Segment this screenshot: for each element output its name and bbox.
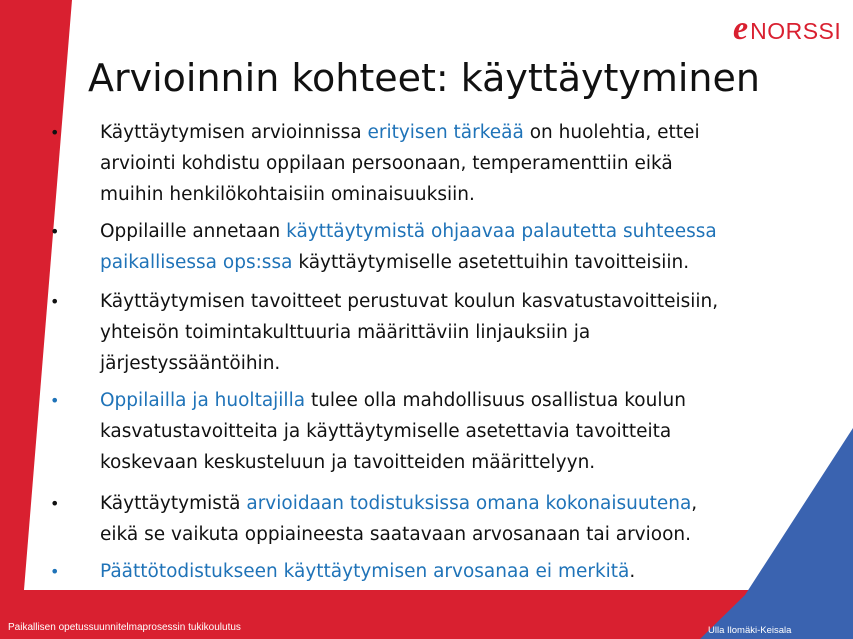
bullet-dot: •: [50, 494, 60, 513]
highlight-text: käyttäytymistä ohjaavaa palautetta suhteessa: [286, 221, 717, 242]
bullet-item: [50, 488, 810, 550]
bullet-line: [100, 117, 810, 148]
bullet-dot: •: [50, 123, 60, 142]
bullet-line: [100, 416, 810, 447]
highlight-text: erityisen tärkeää: [367, 122, 524, 143]
highlight-text: paikallisessa ops:ssa: [100, 252, 293, 273]
bullet-dot: •: [50, 292, 60, 311]
logo-text: NORSSI: [750, 18, 842, 44]
bullet-line: [100, 286, 810, 317]
highlight-text: Oppilailla ja huoltajilla: [100, 390, 306, 411]
highlight-text: Päättötodistukseen käyttäytymisen arvosanaa ei merkitä: [100, 561, 630, 582]
bullet-item: [50, 216, 810, 278]
bullet-text: muihin henkilökohtaisiin ominaisuuksiin.: [100, 184, 475, 205]
bullet-text: arviointi kohdistu oppilaan persoonaan, temperamenttiin eikä: [100, 153, 673, 174]
bullet-text: Käyttäytymisen tavoitteet perustuvat koulun kasvatustavoitteisiin,: [100, 291, 719, 312]
bullet-line: [100, 216, 810, 247]
bullet-text: yhteisön toimintakulttuuria määrittäviin linjauksiin ja: [100, 322, 591, 343]
bullet-line: [100, 179, 810, 210]
bullet-line: [100, 488, 810, 519]
bullet-line: [100, 348, 810, 379]
bullet-text: tulee olla mahdollisuus osallistua koulun: [305, 390, 686, 411]
bullet-text: Käyttäytymisen arvioinnissa: [100, 122, 368, 143]
bullet-text: on huolehtia, ettei: [523, 122, 700, 143]
bullet-text: .: [629, 561, 636, 582]
bullet-line: [100, 447, 810, 478]
bullet-item: [50, 556, 810, 587]
bullet-text: ,: [691, 493, 698, 514]
bullet-text: Käyttäytymistä: [100, 493, 247, 514]
bullet-list: [50, 117, 810, 587]
footer-author: Ulla Ilomäki-Keisala: [708, 625, 792, 636]
bullet-text: koskevaan keskusteluun ja tavoitteiden määrittelyyn.: [100, 452, 596, 473]
bullet-line: [100, 317, 810, 348]
highlight-text: arvioidaan todistuksissa omana kokonaisuutena: [246, 493, 692, 514]
bullet-dot: •: [50, 562, 60, 581]
bullet-line: [100, 148, 810, 179]
bullet-text: Oppilaille annetaan: [100, 221, 287, 242]
bullet-dot: •: [50, 391, 60, 410]
footer-left-text: Paikallisen opetussuunnitelmaprosessin tukikoulutus: [8, 622, 241, 633]
bullet-dot: •: [50, 222, 60, 241]
bullet-item: [50, 286, 810, 379]
bullet-text: käyttäytymiselle asetettuihin tavoitteisiin.: [292, 252, 690, 273]
bullet-line: [100, 519, 810, 550]
bullet-text: eikä se vaikuta oppiaineesta saatavaan arvosanaan tai arvioon.: [100, 524, 692, 545]
slide-title: Arvioinnin kohteet: käyttäytyminen: [88, 56, 760, 100]
bullet-line: [100, 556, 810, 587]
enorssi-logo: [733, 12, 841, 46]
bullet-item: [50, 385, 810, 478]
bullet-line: [100, 385, 810, 416]
logo-mark: e: [733, 10, 749, 47]
bullet-text: järjestyssääntöihin.: [100, 353, 281, 374]
bullet-text: kasvatustavoitteita ja käyttäytymiselle asetettavia tavoitteita: [100, 421, 672, 442]
bullet-item: [50, 117, 810, 210]
bullet-line: [100, 247, 810, 278]
